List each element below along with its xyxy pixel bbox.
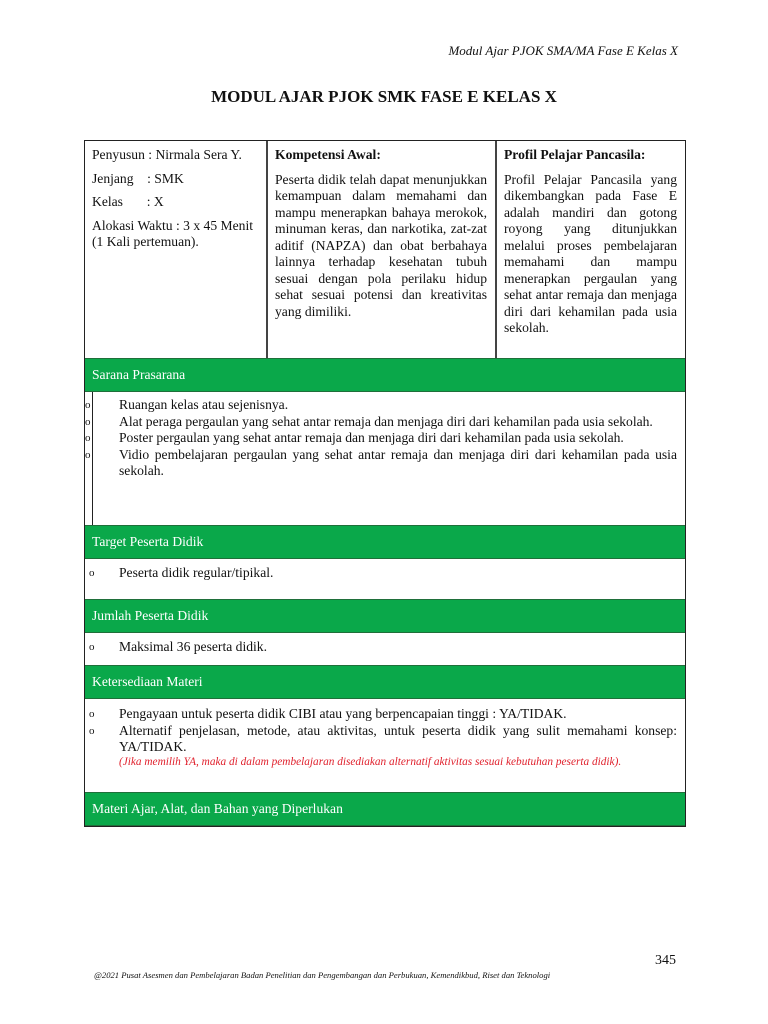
alokasi-waktu: Alokasi Waktu : 3 x 45 Menit (1 Kali pertemuan). [92, 217, 254, 249]
info-row [85, 141, 685, 358]
bullet-icon: o [89, 567, 95, 579]
profil-text: Profil Pelajar Pancasila yang dikembangkan pada Fase E adalah mandiri dan gotong royong yang ditunjukkan melalui proses pembelajaran memahami dan mampu menerapkan pergaulan yang sehat antar remaja dan menjaga diri dari kehamilan pada usia sekolah. [504, 171, 677, 335]
sarana-list [85, 392, 685, 525]
list-item: o Peserta didik regular/tipikal. [89, 565, 274, 580]
list-item: o Maksimal 36 peserta didik. [89, 639, 267, 654]
bullet-icon: o [85, 448, 91, 461]
jumlah-list [85, 633, 685, 665]
page-number: 345 [655, 953, 676, 968]
profil-heading: Profil Pelajar Pancasila: [504, 147, 646, 162]
bullet-icon: o [85, 415, 91, 428]
target-list [85, 559, 685, 599]
list-item: o Poster pergaulan yang sehat antar remaja dan menjaga diri dari kehamilan pada usia sekolah. [85, 430, 624, 446]
bullet-icon: o [89, 641, 95, 653]
list-item: o Vidio pembelajaran pergaulan yang sehat antar remaja dan menjaga diri dari kehamilan pada usia sekolah. [85, 446, 677, 479]
penyusun: Penyusun : Nirmala Sera Y. [92, 147, 242, 162]
list-item: o Pengayaan untuk peserta didik CIBI atau yang berpencapaian tinggi : YA/TIDAK. [89, 706, 567, 721]
section-header-sarana: Sarana Prasarana [85, 358, 685, 392]
kompetensi-cell [268, 141, 497, 358]
materi-note: (Jika memilih YA, maka di dalam pembelajaran disediakan alternatif aktivitas sesuai kebutuhan peserta didik). [119, 755, 622, 768]
kompetensi-text: Peserta didik telah dapat menunjukkan kemampuan dalam memahami dan mampu menerapkan bahaya merokok, minuman keras, dan narkotika, zat-zat aditif (NAPZA) dan obat berbahaya lainnya terhadap kesehatan tubuh sesuai dengan pola perilaku hidup sehat sesuai potensi dan kreativitas yang dimiliki. [275, 171, 487, 319]
kelas: Kelas : X [92, 194, 164, 209]
running-header: Modul Ajar PJOK SMA/MA Fase E Kelas X [448, 43, 678, 58]
bullet-icon: o [85, 399, 91, 411]
list-item: o Alternatif penjelasan, metode, atau aktivitas, untuk peserta didik yang sulit memahami konsep: YA/TIDAK. [89, 722, 677, 755]
kompetensi-heading: Kompetensi Awal: [275, 147, 381, 162]
footer-copyright: @2021 Pusat Asesmen dan Pembelajaran Badan Penelitian dan Pengembangan dan Perbukuan, Kemendikbud, Riset dan Teknologi [94, 970, 551, 980]
section-header-target: Target Peserta Didik [85, 525, 685, 559]
materi-list [85, 699, 685, 792]
page-title: MODUL AJAR PJOK SMK FASE E KELAS X [211, 87, 557, 106]
section-header-bahan: Materi Ajar, Alat, dan Bahan yang Diperlukan [85, 792, 685, 826]
module-table [84, 140, 686, 827]
bullet-icon: o [89, 724, 95, 737]
bullet-icon: o [85, 432, 91, 445]
section-header-jumlah: Jumlah Peserta Didik [85, 599, 685, 633]
profil-cell [497, 141, 685, 358]
list-item: o Alat peraga pergaulan yang sehat antar remaja dan menjaga diri dari kehamilan pada usia sekolah. [85, 413, 653, 429]
section-header-materi: Ketersediaan Materi [85, 665, 685, 699]
jenjang: Jenjang : SMK [92, 170, 184, 186]
identity-cell [85, 141, 268, 358]
list-item: o Ruangan kelas atau sejenisnya. [85, 397, 289, 412]
bullet-icon: o [89, 708, 95, 720]
